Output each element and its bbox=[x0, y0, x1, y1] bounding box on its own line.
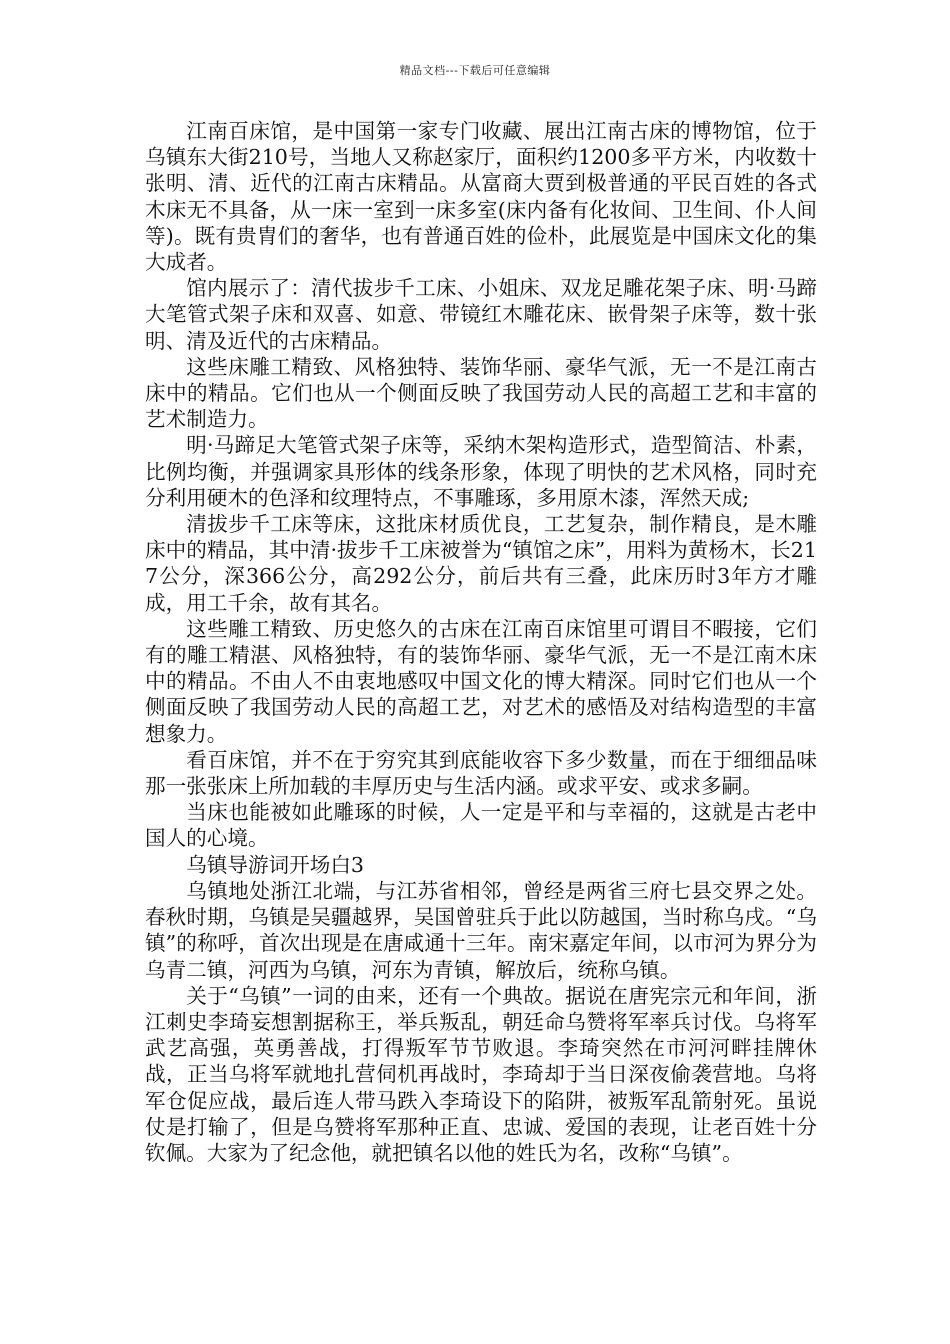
paragraph: 乌镇地处浙江北端，与江苏省相邻，曾经是两省三府七县交界之处。春秋时期，乌镇是吴疆越界，吴国曾驻兵于此以防越国，当时称乌戌。“乌镇”的称呼，首次出现是在唐咸通十三年。南宋嘉定年间，以市河为界分为乌青二镇，河西为乌镇，河东为青镇，解放后，统称乌镇。 bbox=[145, 878, 817, 982]
paragraph: 看百床馆，并不在于穷究其到底能收容下多少数量，而在于细细品味那一张张床上所加载的丰厚历史与生活内涵。或求平安、或求多嗣。 bbox=[145, 747, 817, 799]
paragraph: 当床也能被如此雕琢的时候，人一定是平和与幸福的，这就是古老中国人的心境。 bbox=[145, 800, 817, 851]
paragraph: 江南百床馆，是中国第一家专门收藏、展出江南古床的博物馆，位于乌镇东大街210号，当地人又称赵家厅，面积约1200多平方米，内收数十张明、清、近代的江南古床精品。从富商大贾到极普通的平民百姓的各式木床无不具备，从一床一室到一床多室(床内备有化妆间、卫生间、仆人间等)。既有贵胄们的奢华，也有普通百姓的俭朴，此展览是中国床文化的集大成者。 bbox=[145, 119, 817, 275]
section-heading: 乌镇导游词开场白3 bbox=[186, 852, 365, 877]
document-body bbox=[145, 118, 817, 1166]
paragraph: 关于“乌镇”一词的由来，还有一个典故。据说在唐宪宗元和年间，浙江刺史李琦妄想割据称王，举兵叛乱，朝廷命乌赞将军率兵讨伐。乌将军武艺高强，英勇善战，打得叛军节节败退。李琦突然在市河河畔挂牌休战，正当乌将军就地扎营伺机再战时，李琦却于当日深夜偷袭营地。乌将军仓促应战，最后连人带马跌入李琦设下的陷阱，被叛军乱箭射死。虽说仗是打输了，但是乌赞将军那种正直、忠诚、爱国的表现，让老百姓十分钦佩。大家为了纪念他，就把镇名以他的姓氏为名，改称“乌镇”。 bbox=[145, 983, 817, 1165]
paragraph: 这些床雕工精致、风格独特、装饰华丽、豪华气派，无一不是江南古床中的精品。它们也从一个侧面反映了我国劳动人民的高超工艺和丰富的艺术制造力。 bbox=[145, 354, 817, 432]
paragraph: 清拔步千工床等床，这批床材质优良，工艺复杂，制作精良，是木雕床中的精品，其中清·拔步千工床被誉为“镇馆之床”，用料为黄杨木，长217公分，深366公分，高292公分，前后共有三叠，此床历时3年方才雕成，用工千余，故有其名。 bbox=[145, 512, 817, 615]
paragraph: 馆内展示了：清代拔步千工床、小姐床、双龙足雕花架子床、明·马蹄大笔管式架子床和双喜、如意、带镜红木雕花床、嵌骨架子床等，数十张明、清及近代的古床精品。 bbox=[145, 276, 817, 353]
paragraph: 这些雕工精致、历史悠久的古床在江南百床馆里可谓目不暇接，它们有的雕工精湛、风格独特，有的装饰华丽、豪华气派，无一不是江南木床中的精品。不由人不由衷地感叹中国文化的博大精深。同时它们也从一个侧面反映了我国劳动人民的高超工艺，对艺术的感悟及对结构造型的丰富想象力。 bbox=[145, 616, 817, 746]
page-header: 精品文档---下载后可任意编辑 bbox=[399, 64, 551, 77]
paragraph: 明·马蹄足大笔管式架子床等，采纳木架构造形式，造型简洁、朴素，比例均衡，并强调家具形体的线条形象，体现了明快的艺术风格，同时充分利用硬木的色泽和纹理特点，不事雕琢，多用原木漆，浑然天成; bbox=[145, 433, 817, 510]
